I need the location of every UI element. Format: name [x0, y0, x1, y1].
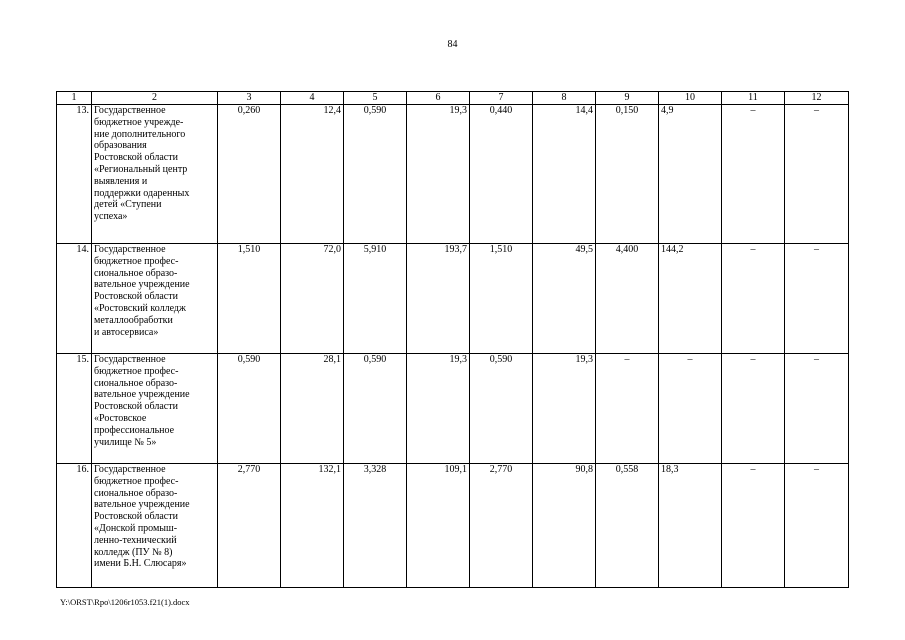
name-line: детей «Ступени	[94, 199, 162, 211]
name-line: ние дополнительного	[94, 128, 186, 140]
table-row	[57, 464, 849, 588]
name-line: Государственное	[94, 354, 166, 365]
value-cell: 19,3	[407, 105, 470, 244]
name-line: вательное учреждение	[94, 499, 190, 511]
value-cell: 12,4	[281, 105, 344, 244]
name-line: «Ростовское	[94, 412, 147, 424]
column-header: 7	[470, 92, 533, 105]
value-cell: 19,3	[533, 354, 596, 464]
name-line: сиональное образо-	[94, 487, 178, 499]
name-line: поддержки одаренных	[94, 187, 190, 199]
name-line: училище № 5»	[94, 436, 157, 448]
value-cell: 18,3	[659, 464, 722, 588]
value-cell: 2,770	[470, 464, 533, 588]
value-cell: 14,4	[533, 105, 596, 244]
value-cell: –	[785, 464, 849, 588]
value-cell: 0,440	[470, 105, 533, 244]
row-number: 14.	[57, 244, 92, 354]
name-line: бюджетное профес-	[94, 255, 179, 267]
row-number: 15.	[57, 354, 92, 464]
name-line: сиональное образо-	[94, 267, 178, 279]
value-cell: 193,7	[407, 244, 470, 354]
name-line: бюджетное учрежде-	[94, 116, 184, 128]
organization-name	[92, 354, 218, 464]
value-cell: –	[596, 354, 659, 464]
value-cell: –	[785, 354, 849, 464]
value-cell: 4,400	[596, 244, 659, 354]
value-cell: –	[722, 105, 785, 244]
value-cell: 90,8	[533, 464, 596, 588]
column-header: 10	[659, 92, 722, 105]
table-row	[57, 244, 849, 354]
name-line: металлообработки	[94, 314, 173, 326]
value-cell: 0,590	[344, 354, 407, 464]
page-number: 84	[447, 39, 458, 50]
table-row	[57, 354, 849, 464]
column-header: 5	[344, 92, 407, 105]
organization-name	[92, 464, 218, 588]
name-line: выявления и	[94, 175, 148, 187]
column-header: 8	[533, 92, 596, 105]
name-line: профессиональное	[94, 424, 175, 436]
name-line: Ростовской области	[94, 291, 178, 303]
name-line: Государственное	[94, 244, 166, 255]
table-header-row	[57, 92, 849, 105]
footer-file-path: Y:\ORST\Rpo\1206r1053.f21(1).docx	[60, 597, 190, 607]
name-line: Ростовской области	[94, 401, 178, 413]
column-header: 6	[407, 92, 470, 105]
value-cell: 0,590	[344, 105, 407, 244]
name-line: и автосервиса»	[94, 326, 159, 338]
value-cell: 144,2	[659, 244, 722, 354]
column-header: 11	[722, 92, 785, 105]
name-line: Государственное	[94, 464, 166, 475]
column-header: 12	[785, 92, 849, 105]
name-line: бюджетное профес-	[94, 365, 179, 377]
value-cell: –	[722, 244, 785, 354]
value-cell: 2,770	[218, 464, 281, 588]
name-line: Государственное	[94, 105, 166, 116]
name-line: имени Б.Н. Слюсаря»	[94, 558, 187, 570]
value-cell: –	[785, 105, 849, 244]
value-cell: 4,9	[659, 105, 722, 244]
value-cell: 109,1	[407, 464, 470, 588]
value-cell: –	[722, 464, 785, 588]
name-line: образования	[94, 140, 147, 152]
column-header: 9	[596, 92, 659, 105]
row-number: 16.	[57, 464, 92, 588]
table-row	[57, 105, 849, 244]
value-cell: 1,510	[218, 244, 281, 354]
name-line: ленно-технический	[94, 534, 177, 546]
value-cell: 0,260	[218, 105, 281, 244]
value-cell: –	[659, 354, 722, 464]
name-line: «Ростовский колледж	[94, 302, 186, 314]
data-table	[56, 91, 849, 588]
column-header: 3	[218, 92, 281, 105]
name-line: бюджетное профес-	[94, 475, 179, 487]
value-cell: –	[722, 354, 785, 464]
value-cell: 49,5	[533, 244, 596, 354]
value-cell: 1,510	[470, 244, 533, 354]
organization-name	[92, 105, 218, 244]
name-line: сиональное образо-	[94, 377, 178, 389]
name-line: «Донской промыш-	[94, 522, 178, 534]
value-cell: 72,0	[281, 244, 344, 354]
value-cell: 5,910	[344, 244, 407, 354]
value-cell: 0,590	[218, 354, 281, 464]
value-cell: 28,1	[281, 354, 344, 464]
organization-name	[92, 244, 218, 354]
name-line: вательное учреждение	[94, 389, 190, 401]
column-header: 4	[281, 92, 344, 105]
name-line: успеха»	[94, 211, 128, 223]
value-cell: 19,3	[407, 354, 470, 464]
value-cell: –	[785, 244, 849, 354]
name-line: вательное учреждение	[94, 279, 190, 291]
value-cell: 132,1	[281, 464, 344, 588]
value-cell: 3,328	[344, 464, 407, 588]
column-header: 2	[92, 92, 218, 105]
name-line: Ростовской области	[94, 152, 178, 164]
row-number: 13.	[57, 105, 92, 244]
value-cell: 0,150	[596, 105, 659, 244]
value-cell: 0,558	[596, 464, 659, 588]
name-line: колледж (ПУ № 8)	[94, 546, 173, 558]
column-header: 1	[57, 92, 92, 105]
value-cell: 0,590	[470, 354, 533, 464]
name-line: «Региональный центр	[94, 163, 188, 175]
name-line: Ростовской области	[94, 511, 178, 523]
